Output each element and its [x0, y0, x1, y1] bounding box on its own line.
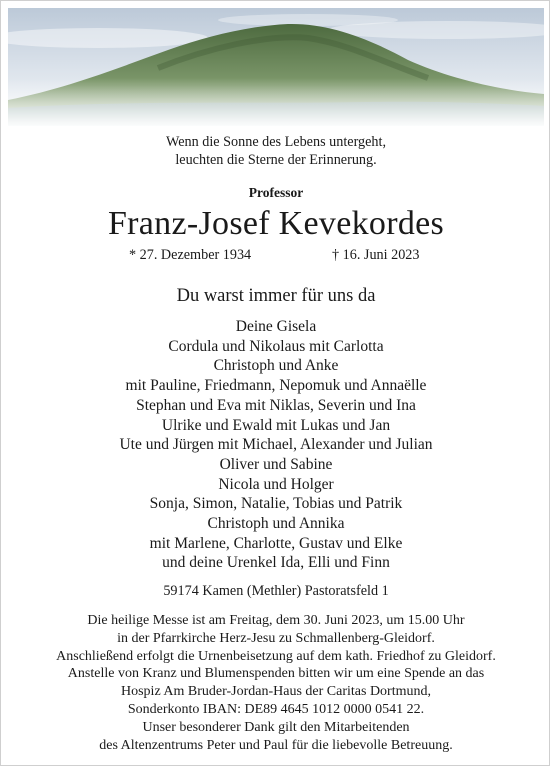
mourner-line: Nicola und Holger — [218, 475, 334, 493]
mourners-list — [1, 317, 550, 573]
birth-date: * 27. Dezember 1934 — [129, 247, 252, 263]
notice-line: Die heilige Messe ist am Freitag, dem 30. Juni 2023, um 15.00 Uhr — [87, 613, 465, 628]
mourner-line: Ulrike und Ewald mit Lukas und Jan — [161, 416, 391, 434]
memorial-verse — [1, 133, 550, 169]
family-address: 59174 Kamen (Methler) Pastoratsfeld 1 — [163, 583, 389, 599]
death-date: † 16. Juni 2023 — [332, 247, 420, 263]
academic-title: Professor — [248, 185, 304, 200]
mourner-line: Stephan und Eva mit Niklas, Severin und Ina — [136, 396, 416, 414]
verse-line: Wenn die Sonne des Lebens untergeht, — [165, 134, 387, 150]
mourner-line: Oliver und Sabine — [219, 455, 333, 473]
funeral-notice — [1, 612, 550, 754]
notice-line: in der Pfarrkirche Herz-Jesu zu Schmallenberg-Gleidorf. — [117, 630, 435, 646]
mourner-line: mit Pauline, Friedmann, Nepomuk und Annaëlle — [125, 377, 427, 395]
memorial-motto: Du warst immer für uns da — [176, 286, 376, 306]
notice-line: Sonderkonto IBAN: DE89 4645 1012 0000 0541 22. — [127, 701, 425, 717]
notice-line: Unser besonderer Dank gilt den Mitarbeitenden — [142, 719, 410, 735]
verse-line: leuchten die Sterne der Erinnerung. — [175, 152, 377, 168]
mourner-line: Cordula und Nikolaus mit Carlotta — [168, 337, 384, 355]
notice-line: Hospiz Am Bruder-Jordan-Haus der Caritas Dortmund, — [121, 684, 431, 700]
notice-line: des Altenzentrums Peter und Paul für die liebevolle Betreuung. — [99, 737, 453, 753]
notice-line: Anschließend erfolgt die Urnenbeisetzung auf dem kath. Friedhof zu Gleidorf. — [56, 648, 496, 664]
mourner-line: Sonja, Simon, Natalie, Tobias und Patrik — [149, 495, 403, 513]
notice-line: Anstelle von Kranz und Blumenspenden bitten wir um eine Spende an das — [67, 666, 485, 682]
mourner-line: Deine Gisela — [235, 318, 317, 335]
mourner-line: Christoph und Annika — [207, 515, 345, 533]
mourner-line: und deine Urenkel Ida, Elli und Finn — [162, 554, 390, 572]
mourner-line: Christoph und Anke — [213, 357, 339, 375]
landscape-banner-image — [8, 8, 544, 126]
deceased-name: Franz-Josef Kevekordes — [107, 205, 445, 242]
mourner-line: mit Marlene, Charlotte, Gustav und Elke — [149, 534, 403, 552]
mourner-line: Ute und Jürgen mit Michael, Alexander und Julian — [119, 436, 433, 454]
